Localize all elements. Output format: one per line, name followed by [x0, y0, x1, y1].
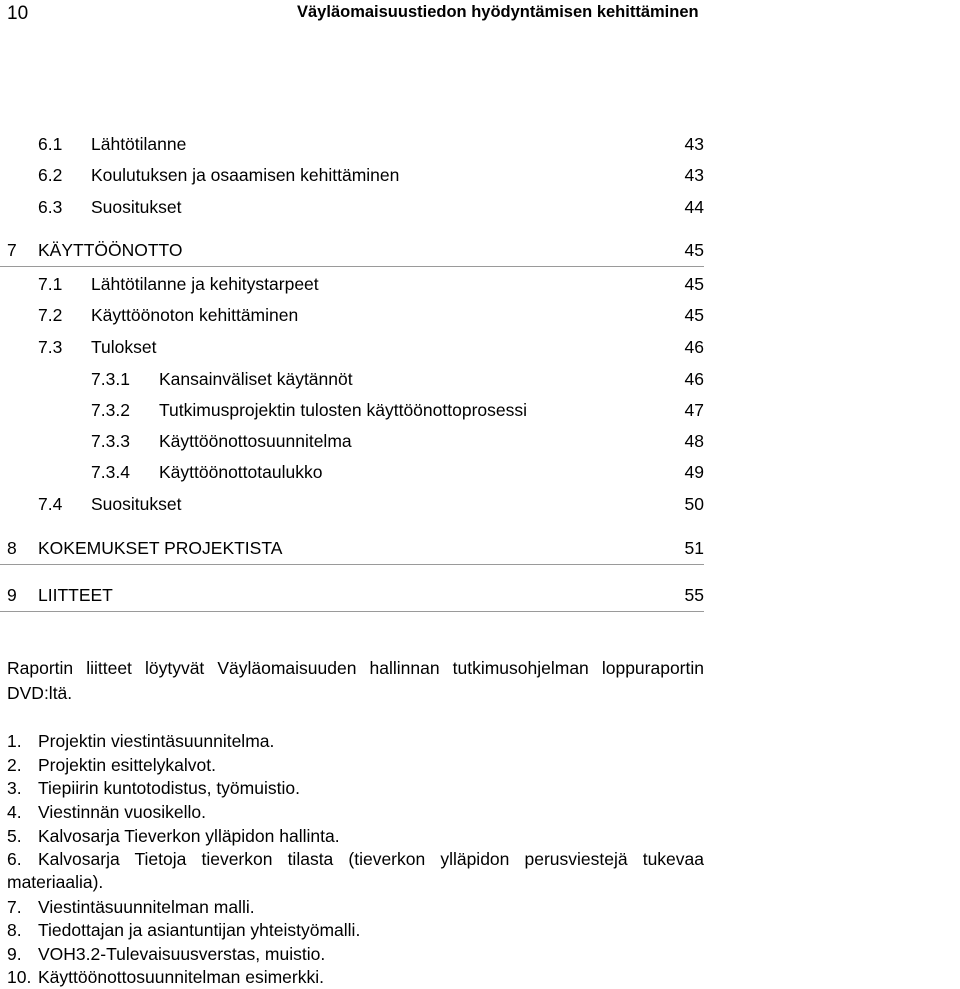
toc-entry-number: 7.3 [38, 337, 63, 357]
toc-entry-title: Koulutuksen ja osaamisen kehittäminen [91, 165, 400, 185]
page-number: 10 [7, 3, 29, 24]
list-item [7, 754, 704, 777]
toc-entry-page: 45 [684, 240, 704, 260]
toc-entry-number: 6.3 [38, 197, 63, 217]
toc-entry-title: Tutkimusprojektin tulosten käyttöönottoprosessi [159, 400, 528, 420]
toc-entry-page: 46 [684, 369, 704, 389]
list-item [7, 966, 704, 989]
toc-entry-title: Lähtötilanne ja kehitystarpeet [91, 274, 319, 294]
list-item-text: Tiedottajan ja asiantuntijan yhteistyömalli. [38, 920, 361, 940]
toc-entry-number: 7.1 [38, 274, 63, 294]
list-item [7, 777, 704, 800]
list-item-number: 5. [7, 826, 22, 846]
toc-chapter [0, 580, 704, 612]
list-item-text: Projektin viestintäsuunnitelma. [38, 731, 275, 751]
list-item [7, 848, 704, 894]
toc-entry-page: 45 [684, 274, 704, 294]
list-item-number: 7. [7, 897, 22, 917]
list-item [7, 896, 704, 919]
toc-entry [0, 332, 960, 363]
list-item [7, 825, 704, 848]
toc-entry-title: Käyttöönottotaulukko [159, 462, 323, 482]
toc-entry-number: 7.3.4 [91, 462, 130, 482]
toc-entry-title: Suositukset [91, 197, 182, 217]
attachments-note: Raportin liitteet löytyvät Väyläomaisuuden hallinnan tutkimusohjelman loppuraportin DVD:ltä. [7, 658, 704, 703]
list-item-text: Kalvosarja Tieverkon ylläpidon hallinta. [38, 826, 340, 846]
toc-entry-page: 45 [684, 305, 704, 325]
toc-entry [0, 426, 960, 457]
list-item-number: 9. [7, 944, 22, 964]
toc-entry-number: 7 [7, 240, 17, 260]
list-item-number: 10. [7, 967, 32, 987]
list-item-text: Käyttöönottosuunnitelman esimerkki. [38, 967, 324, 987]
toc-entry-page: 43 [684, 134, 704, 154]
toc-entry-page: 48 [684, 431, 704, 451]
list-item [7, 919, 704, 942]
toc-entry-page: 44 [684, 197, 704, 217]
list-item-number: 8. [7, 920, 22, 940]
toc-entry-title: KOKEMUKSET PROJEKTISTA [38, 538, 283, 558]
toc-entry-number: 7.3.1 [91, 369, 130, 389]
toc-entry-number: 7.2 [38, 305, 63, 325]
list-item-number: 6. [7, 849, 22, 869]
page-header [0, 0, 960, 40]
toc-entry [0, 192, 960, 223]
toc-entry [0, 300, 960, 331]
toc-entry-page: 50 [684, 494, 704, 514]
toc-entry [0, 129, 960, 160]
list-item [7, 730, 704, 753]
toc-entry-title: Suositukset [91, 494, 182, 514]
toc-entry-title: LIITTEET [38, 585, 113, 605]
list-item [7, 801, 704, 824]
toc-entry [0, 269, 960, 300]
toc-entry [0, 364, 960, 395]
toc-chapter [0, 235, 704, 267]
toc-entry [0, 457, 960, 488]
toc-chapter [0, 533, 704, 565]
list-item-text: VOH3.2-Tulevaisuusverstas, muistio. [38, 944, 326, 964]
list-item-text: Projektin esittelykalvot. [38, 755, 216, 775]
toc-entry-title: Käyttöönottosuunnitelma [159, 431, 352, 451]
list-item-text: Viestintäsuunnitelman malli. [38, 897, 255, 917]
toc-entry-number: 6.2 [38, 165, 63, 185]
list-item-number: 4. [7, 802, 22, 822]
list-item-text: Tiepiirin kuntotodistus, työmuistio. [38, 778, 300, 798]
toc-entry [0, 160, 960, 191]
toc-entry-number: 7.3.3 [91, 431, 130, 451]
toc-entry-page: 47 [684, 400, 704, 420]
list-item [7, 943, 704, 966]
toc-entry-title: Lähtötilanne [91, 134, 187, 154]
list-item-number: 3. [7, 778, 22, 798]
list-item-text: Kalvosarja Tietoja tieverkon tilasta (tieverkon ylläpidon perusviestejä tukevaa materiaalia). [7, 849, 704, 892]
toc-entry [0, 395, 960, 426]
toc-entry-title: Käyttöönoton kehittäminen [91, 305, 299, 325]
toc-entry-title: KÄYTTÖÖNOTTO [38, 240, 183, 260]
list-item-number: 1. [7, 731, 22, 751]
toc-entry-number: 7.3.2 [91, 400, 130, 420]
toc-entry [0, 489, 960, 520]
list-item-number: 2. [7, 755, 22, 775]
toc-entry-page: 46 [684, 337, 704, 357]
toc-entry-number: 6.1 [38, 134, 63, 154]
running-title: Väyläomaisuustiedon hyödyntämisen kehittäminen [297, 3, 699, 21]
toc-entry-number: 9 [7, 585, 17, 605]
toc-entry-title: Tulokset [91, 337, 157, 357]
toc-entry-number: 8 [7, 538, 17, 558]
toc-entry-title: Kansainväliset käytännöt [159, 369, 353, 389]
toc-entry-page: 49 [684, 462, 704, 482]
toc-entry-page: 51 [684, 538, 704, 558]
list-item-text: Viestinnän vuosikello. [38, 802, 206, 822]
toc-entry-page: 55 [684, 585, 704, 605]
toc-entry-number: 7.4 [38, 494, 63, 514]
toc-entry-page: 43 [684, 165, 704, 185]
